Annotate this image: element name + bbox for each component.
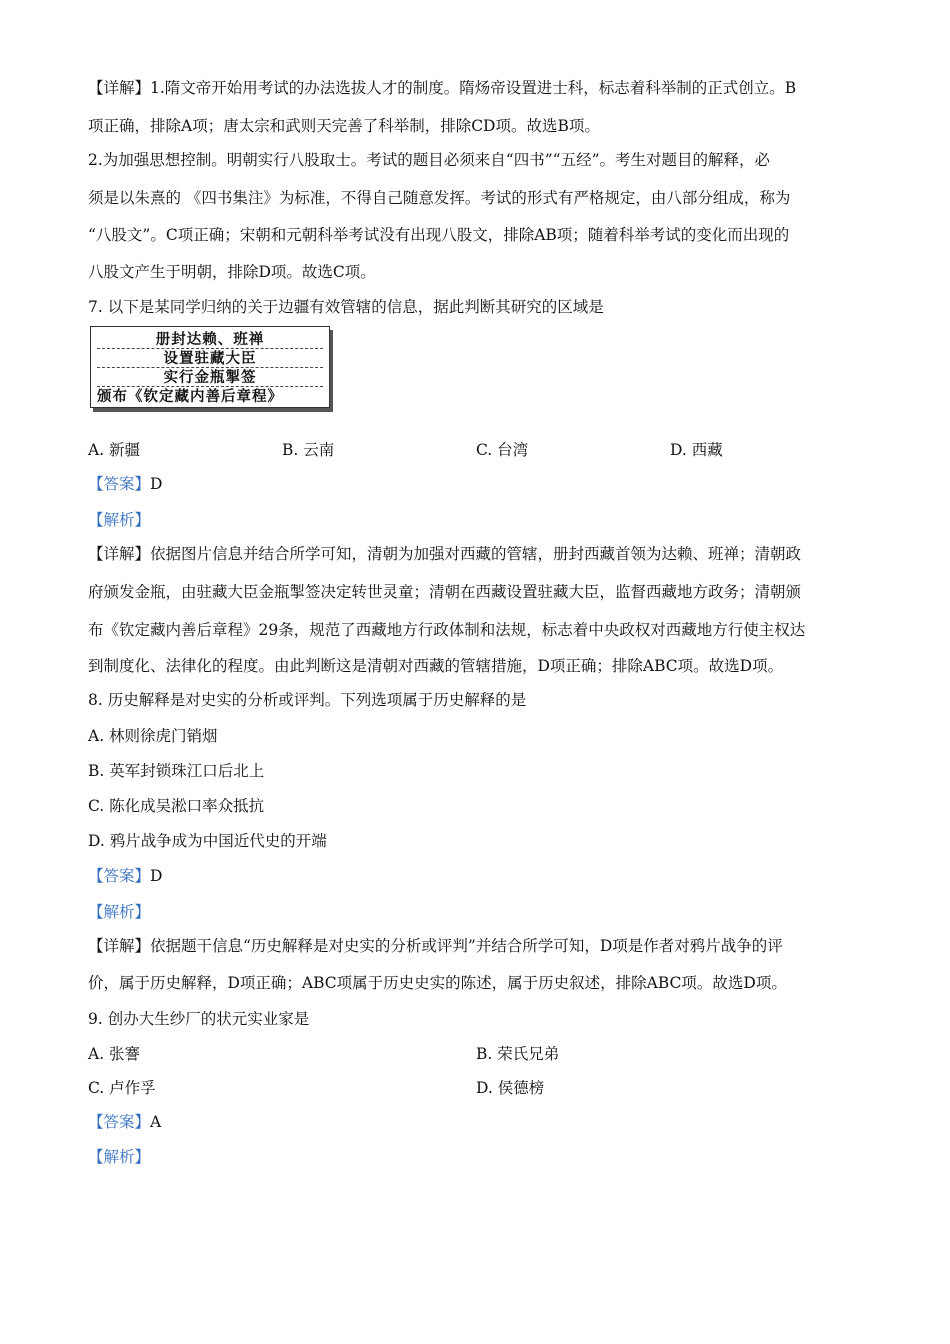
q7-figure-line: 设置驻藏大臣 <box>97 350 323 368</box>
q6-detail-line-4: 须是以朱熹的 《四书集注》为标准，不得自己随意发挥。考试的形式有严格规定，由八部分组成，称为 <box>88 189 791 207</box>
q7-figure <box>90 326 330 408</box>
q7-detail-line-4: 到制度化、法律化的程度。由此判断这是清朝对西藏的管辖措施，D项正确；排除ABC项。故选D项。 <box>88 657 784 675</box>
q7-option-a: A. 新疆 <box>88 441 141 459</box>
q7-detail-line-1: 【详解】依据图片信息并结合所学可知，清朝为加强对西藏的管辖，册封西藏首领为达赖、班禅；清朝政 <box>88 545 802 563</box>
q7-figure-line: 颁布《钦定藏内善后章程》 <box>97 388 283 405</box>
q7-option-d: D. 西藏 <box>670 441 723 459</box>
q8-stem: 8. 历史解释是对史实的分析或评判。下列选项属于历史解释的是 <box>88 691 527 709</box>
q6-detail-line-5: “八股文”。C项正确；宋朝和元朝科举考试没有出现八股文，排除AB项；随着科举考试的变化而出现的 <box>88 226 790 244</box>
answer-tag: 【答案】 <box>88 867 151 885</box>
q7-option-c: C. 台湾 <box>476 441 529 459</box>
q7-detail-line-3: 布《钦定藏内善后章程》29条，规范了西藏地方行政体制和法规，标志着中央政权对西藏地方行使主权达 <box>88 621 806 639</box>
q9-option-a: A. 张謇 <box>88 1045 141 1063</box>
q6-detail-line-1: 【详解】1.隋文帝开始用考试的办法选拔人才的制度。隋炀帝设置进士科，标志着科举制的正式创立。B <box>88 79 797 97</box>
q8-option-a: A. 林则徐虎门销烟 <box>88 727 218 745</box>
q8-option-c: C. 陈化成吴淞口率众抵抗 <box>88 797 265 815</box>
q9-answer <box>88 1112 161 1132</box>
q9-stem: 9. 创办大生纱厂的状元实业家是 <box>88 1010 310 1028</box>
q8-detail-line-1: 【详解】依据题干信息“历史解释是对史实的分析或评判”并结合所学可知，D项是作者对鸦片战争的评 <box>88 937 783 955</box>
q7-analysis-tag: 【解析】 <box>88 511 151 529</box>
q6-detail-line-6: 八股文产生于明朝，排除D项。故选C项。 <box>88 263 376 281</box>
q9-option-b: B. 荣氏兄弟 <box>476 1045 560 1063</box>
q9-option-d: D. 侯德榜 <box>476 1079 545 1097</box>
answer-value: D <box>150 867 163 885</box>
answer-value: A <box>150 1113 162 1131</box>
answer-value: D <box>150 475 163 493</box>
q8-option-b: B. 英军封锁珠江口后北上 <box>88 762 265 780</box>
q8-option-d: D. 鸦片战争成为中国近代史的开端 <box>88 832 327 850</box>
q6-detail-line-3: 2.为加强思想控制。明朝实行八股取士。考试的题目必须来自“四书”“五经”。考生对题目的解释，必 <box>88 151 770 169</box>
q8-answer <box>88 866 162 886</box>
q8-analysis-tag: 【解析】 <box>88 903 151 921</box>
q7-detail-line-2: 府颁发金瓶，由驻藏大臣金瓶掣签决定转世灵童；清朝在西藏设置驻藏大臣，监督西藏地方政务；清朝颁 <box>88 583 802 601</box>
answer-tag: 【答案】 <box>88 475 151 493</box>
answer-tag: 【答案】 <box>88 1113 151 1131</box>
q8-detail-line-2: 价，属于历史解释，D项正确；ABC项属于历史史实的陈述，属于历史叙述，排除ABC项。故选D项。 <box>88 974 787 992</box>
q7-figure-line: 实行金瓶掣签 <box>97 369 323 387</box>
q6-detail-line-2: 项正确，排除A项；唐太宗和武则天完善了科举制，排除CD项。故选B项。 <box>88 117 600 135</box>
q9-option-c: C. 卢作孚 <box>88 1079 156 1097</box>
q7-option-b: B. 云南 <box>282 441 335 459</box>
q9-analysis-tag: 【解析】 <box>88 1148 151 1166</box>
q7-answer <box>88 474 162 494</box>
q7-stem: 7. 以下是某同学归纳的关于边疆有效管辖的信息，据此判断其研究的区域是 <box>88 298 604 316</box>
q7-figure-line: 册封达赖、班禅 <box>97 331 323 349</box>
